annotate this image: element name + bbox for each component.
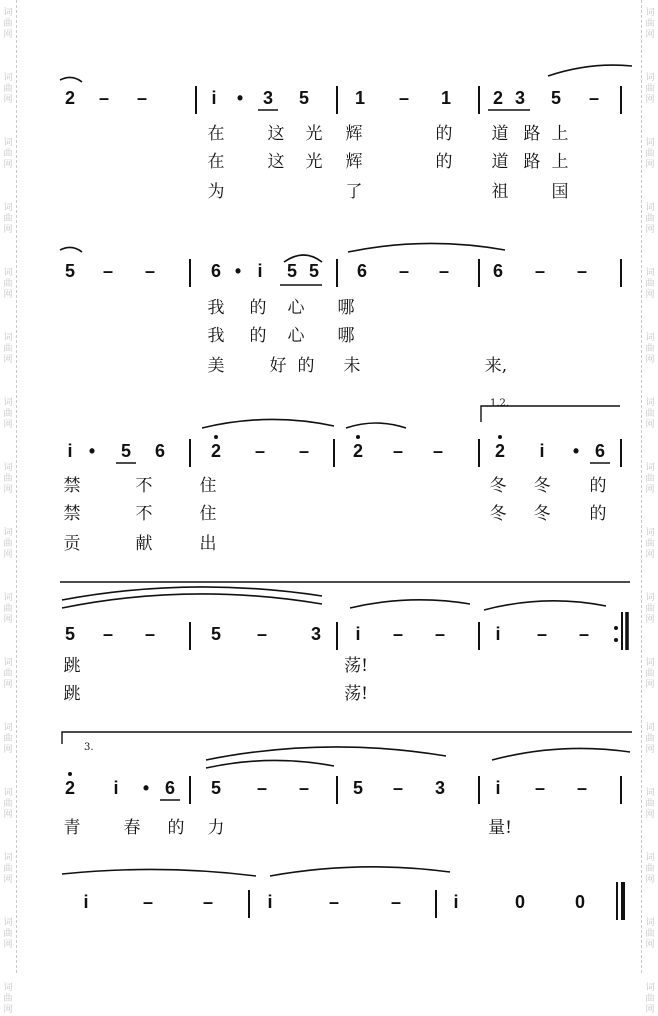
watermark-char: 词: [645, 463, 655, 473]
watermark-group: [3, 983, 12, 1016]
dash-extension: –: [392, 624, 403, 644]
lyric-char: 道: [491, 124, 509, 144]
lyric-char: 哪: [337, 326, 355, 346]
watermark-char: 网: [3, 420, 13, 430]
dash-extension: –: [202, 892, 213, 912]
watermark-char: 词: [645, 723, 655, 733]
lyric-char: 我: [207, 298, 225, 318]
lyric-char: 上: [551, 124, 569, 144]
watermark-char: 曲: [645, 994, 655, 1004]
watermark-char: 词: [3, 918, 13, 928]
lyric-char: 路: [523, 152, 541, 172]
watermark-char: 曲: [645, 539, 655, 549]
lyric-char: 在: [207, 124, 225, 144]
lyric-char: 为: [207, 182, 225, 202]
watermark-char: 词: [3, 73, 13, 83]
lyric-char: 路: [523, 124, 541, 144]
dash-extension: –: [136, 88, 147, 108]
watermark-char: 曲: [645, 799, 655, 809]
watermark-char: 词: [645, 398, 655, 408]
lyric-char: 春: [123, 818, 141, 838]
dash-extension: –: [298, 778, 309, 798]
note-digit: 5: [64, 624, 75, 644]
note-digit: 3: [514, 88, 525, 108]
watermark-char: 曲: [3, 929, 13, 939]
lyric-char: 禁: [63, 476, 81, 496]
note-digit: 6: [594, 441, 605, 461]
lyric-char: 好: [269, 356, 287, 376]
lyric-char: 跳: [63, 684, 81, 704]
watermark-char: 网: [3, 940, 13, 950]
lyric-char: 这: [267, 124, 285, 144]
watermark-char: 词: [3, 203, 13, 213]
dash-extension: –: [576, 261, 587, 281]
octave-dot: [214, 435, 218, 439]
watermark-char: 词: [645, 918, 655, 928]
lyric-char: 出: [199, 534, 217, 554]
octave-dot: [68, 772, 72, 776]
watermark-char: 网: [3, 290, 13, 300]
note-digit: 0: [574, 892, 585, 912]
watermark-char: 曲: [3, 474, 13, 484]
watermark-char: 词: [3, 398, 13, 408]
watermark-char: 曲: [645, 474, 655, 484]
note-digit: 5: [550, 88, 561, 108]
watermark-char: 词: [645, 593, 655, 603]
watermark-char: 曲: [3, 604, 13, 614]
dash-extension: –: [328, 892, 339, 912]
dash-extension: –: [398, 88, 409, 108]
dash-extension: –: [392, 778, 403, 798]
watermark-char: 网: [3, 680, 13, 690]
lyric-char: 光: [305, 152, 323, 172]
note-digit: i: [113, 778, 119, 798]
dash-extension: –: [144, 624, 155, 644]
watermark-char: 网: [645, 550, 655, 560]
note-digit: 6: [164, 778, 175, 798]
lyric-char: 的: [167, 818, 185, 838]
watermark-char: 词: [645, 983, 655, 993]
watermark-char: 词: [645, 658, 655, 668]
watermark-char: 曲: [645, 279, 655, 289]
lyric-char: 不: [135, 504, 153, 524]
note-digit: 5: [210, 624, 221, 644]
watermark-char: 词: [645, 138, 655, 148]
note-digit: i: [495, 778, 501, 798]
dash-extension: –: [144, 261, 155, 281]
watermark-char: 曲: [3, 799, 13, 809]
watermark-char: 网: [645, 30, 655, 40]
note-digit: i: [267, 892, 273, 912]
watermark-char: 网: [645, 225, 655, 235]
watermark-char: 曲: [3, 344, 13, 354]
rhythm-dot: •: [88, 441, 96, 461]
lyric-char: 哪: [337, 298, 355, 318]
note-digit: 6: [210, 261, 221, 281]
note-digit: 5: [64, 261, 75, 281]
note-digit: 5: [210, 778, 221, 798]
watermark-char: 词: [645, 528, 655, 538]
lyric-char: 的: [297, 356, 315, 376]
dash-extension: –: [534, 778, 545, 798]
lyric-char: 道: [491, 152, 509, 172]
note-digit: 3: [434, 778, 445, 798]
lyric-char: 来,: [484, 356, 508, 376]
note-digit: 1: [440, 88, 451, 108]
watermark-char: 曲: [3, 669, 13, 679]
watermark-char: 词: [645, 853, 655, 863]
dash-extension: –: [102, 624, 113, 644]
dash-extension: –: [578, 624, 589, 644]
watermark-char: 词: [3, 593, 13, 603]
dash-extension: –: [256, 624, 267, 644]
watermark-char: 词: [3, 138, 13, 148]
watermark-char: 网: [645, 940, 655, 950]
note-digit: i: [83, 892, 89, 912]
lyric-char: 献: [135, 534, 153, 554]
lyric-char: 冬: [489, 504, 507, 524]
lyric-char: 这: [267, 152, 285, 172]
watermark-char: 曲: [3, 214, 13, 224]
note-digit: 2: [352, 441, 363, 461]
note-digit: 2: [64, 778, 75, 798]
note-digit: 0: [514, 892, 525, 912]
lyric-char: 未: [343, 356, 361, 376]
note-digit: 6: [356, 261, 367, 281]
watermark-char: 曲: [3, 19, 13, 29]
note-digit: 5: [120, 441, 131, 461]
watermark-char: 曲: [3, 734, 13, 744]
watermark-char: 曲: [3, 149, 13, 159]
watermark-char: 网: [3, 745, 13, 755]
dash-extension: –: [588, 88, 599, 108]
watermark-char: 曲: [3, 279, 13, 289]
watermark-char: 曲: [3, 409, 13, 419]
watermark-char: 网: [645, 1005, 655, 1015]
watermark-char: 曲: [645, 929, 655, 939]
lyric-char: 住: [199, 476, 217, 496]
lyric-char: 的: [249, 298, 267, 318]
watermark-char: 网: [3, 355, 13, 365]
watermark-char: 曲: [645, 344, 655, 354]
volta-label: 1.2.: [490, 398, 510, 409]
watermark-char: 网: [645, 355, 655, 365]
watermark-char: 词: [645, 8, 655, 18]
watermark-char: 曲: [3, 84, 13, 94]
dash-extension: –: [390, 892, 401, 912]
note-digit: 2: [494, 441, 505, 461]
watermark-char: 网: [645, 680, 655, 690]
dash-extension: –: [434, 624, 445, 644]
watermark-char: 网: [645, 615, 655, 625]
watermark-char: 曲: [3, 539, 13, 549]
watermark-char: 词: [3, 983, 13, 993]
watermark-char: 词: [3, 268, 13, 278]
lyric-char: 辉: [345, 152, 363, 172]
dash-extension: –: [432, 441, 443, 461]
watermark-char: 网: [645, 875, 655, 885]
watermark-char: 曲: [645, 864, 655, 874]
watermark-char: 词: [3, 853, 13, 863]
lyric-char: 住: [199, 504, 217, 524]
watermark-char: 词: [3, 8, 13, 18]
note-digit: 5: [298, 88, 309, 108]
lyric-char: 的: [589, 476, 607, 496]
lyric-char: 的: [249, 326, 267, 346]
note-digit: 1: [354, 88, 365, 108]
rhythm-dot: •: [236, 88, 244, 108]
dash-extension: –: [438, 261, 449, 281]
rhythm-dot: •: [572, 441, 580, 461]
watermark-char: 词: [645, 788, 655, 798]
lyric-char: 我: [207, 326, 225, 346]
watermark-char: 网: [3, 1005, 13, 1015]
watermark-char: 曲: [3, 864, 13, 874]
lyric-char: 辉: [345, 124, 363, 144]
watermark-char: 曲: [645, 84, 655, 94]
lyric-char: 冬: [489, 476, 507, 496]
note-digit: 3: [262, 88, 273, 108]
dash-extension: –: [534, 261, 545, 281]
lyric-char: 光: [305, 124, 323, 144]
watermark-char: 网: [645, 420, 655, 430]
lyric-char: 美: [207, 356, 225, 376]
dash-extension: –: [392, 441, 403, 461]
note-digit: 2: [492, 88, 503, 108]
lyric-char: 的: [435, 124, 453, 144]
dash-extension: –: [102, 261, 113, 281]
watermark-char: 网: [3, 810, 13, 820]
watermark-char: 网: [645, 95, 655, 105]
note-digit: 6: [154, 441, 165, 461]
rhythm-dot: •: [234, 261, 242, 281]
watermark-char: 词: [3, 528, 13, 538]
watermark-char: 网: [645, 485, 655, 495]
watermark-group: [645, 983, 654, 1016]
watermark-char: 曲: [645, 734, 655, 744]
lyric-char: 心: [287, 298, 305, 318]
watermark-char: 词: [645, 73, 655, 83]
note-digit: 5: [352, 778, 363, 798]
lyric-char: 的: [435, 152, 453, 172]
dash-extension: –: [142, 892, 153, 912]
watermark-char: 网: [645, 160, 655, 170]
note-digit: i: [67, 441, 73, 461]
dash-extension: –: [576, 778, 587, 798]
watermark-char: 词: [3, 788, 13, 798]
note-digit: i: [211, 88, 217, 108]
volta-label: 3.: [84, 742, 94, 753]
watermark-char: 网: [645, 290, 655, 300]
watermark-char: 词: [3, 658, 13, 668]
rhythm-dot: •: [142, 778, 150, 798]
note-digit: i: [539, 441, 545, 461]
watermark-char: 网: [3, 485, 13, 495]
lyric-char: 的: [589, 504, 607, 524]
watermark-char: 网: [645, 745, 655, 755]
lyric-char: 跳: [63, 656, 81, 676]
note-digit: 2: [64, 88, 75, 108]
dash-extension: –: [98, 88, 109, 108]
octave-dot: [356, 435, 360, 439]
note-digit: 5: [286, 261, 297, 281]
lyric-char: 国: [551, 182, 569, 202]
note-digit: i: [355, 624, 361, 644]
lyric-char: 禁: [63, 504, 81, 524]
watermark-char: 网: [3, 615, 13, 625]
watermark-char: 网: [3, 95, 13, 105]
note-digit: i: [257, 261, 263, 281]
dash-extension: –: [536, 624, 547, 644]
lyric-char: 在: [207, 152, 225, 172]
watermark-char: 网: [645, 810, 655, 820]
watermark-char: 曲: [645, 149, 655, 159]
watermark-char: 词: [645, 333, 655, 343]
octave-dot: [498, 435, 502, 439]
watermark-char: 词: [645, 203, 655, 213]
lyric-char: 了: [345, 182, 363, 202]
note-digit: 6: [492, 261, 503, 281]
watermark-char: 网: [3, 550, 13, 560]
watermark-char: 曲: [645, 19, 655, 29]
lyric-char: 上: [551, 152, 569, 172]
watermark-char: 网: [3, 160, 13, 170]
watermark-char: 曲: [3, 994, 13, 1004]
watermark-char: 曲: [645, 604, 655, 614]
lyric-char: 冬: [533, 476, 551, 496]
lyric-char: 荡!: [344, 684, 368, 704]
note-digit: 5: [308, 261, 319, 281]
watermark-char: 词: [3, 333, 13, 343]
watermark-char: 词: [3, 463, 13, 473]
watermark-char: 词: [3, 723, 13, 733]
note-digit: i: [495, 624, 501, 644]
lyric-char: 青: [63, 818, 81, 838]
watermark-char: 曲: [645, 409, 655, 419]
lyric-char: 贡: [63, 534, 81, 554]
note-digit: 3: [310, 624, 321, 644]
dash-extension: –: [398, 261, 409, 281]
watermark-char: 曲: [645, 669, 655, 679]
watermark-char: 网: [3, 875, 13, 885]
lyric-char: 量!: [488, 818, 512, 838]
watermark-char: 网: [3, 30, 13, 40]
lyric-char: 不: [135, 476, 153, 496]
lyric-char: 荡!: [344, 656, 368, 676]
lyric-char: 冬: [533, 504, 551, 524]
note-digit: 2: [210, 441, 221, 461]
dash-extension: –: [298, 441, 309, 461]
lyric-char: 心: [287, 326, 305, 346]
note-digit: i: [453, 892, 459, 912]
dash-extension: –: [254, 441, 265, 461]
watermark-char: 曲: [645, 214, 655, 224]
watermark-char: 词: [645, 268, 655, 278]
lyric-char: 力: [207, 818, 225, 838]
lyric-char: 祖: [491, 182, 509, 202]
watermark-char: 网: [3, 225, 13, 235]
dash-extension: –: [256, 778, 267, 798]
